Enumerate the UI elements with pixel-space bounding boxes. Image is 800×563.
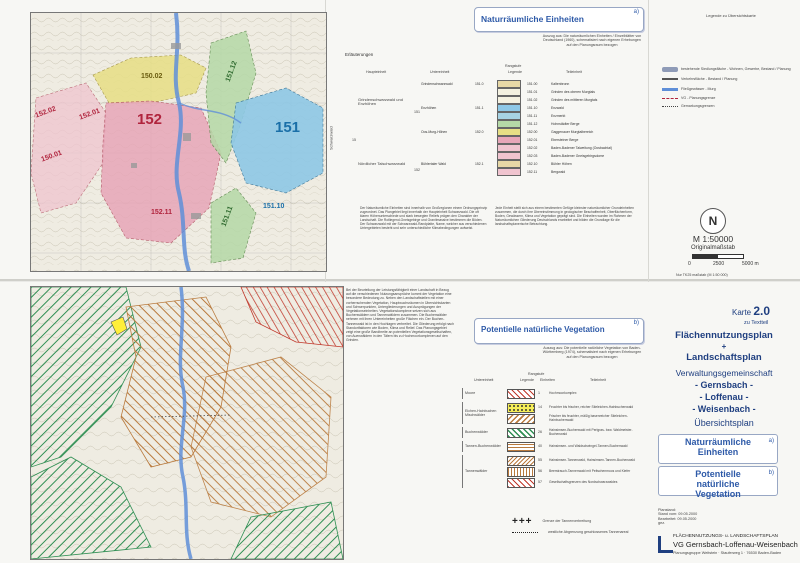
map-legend-item-boundary: [662, 94, 792, 102]
legend-a-row: [420, 128, 645, 136]
map-legend-item-label: VG - Planungsgrenze: [681, 95, 716, 100]
plan-stand-2: Stand vom: 09.05.2000: [658, 512, 698, 517]
legend-b-intro: Auszug aus: Die potentielle natürliche Vegetation von Baden-Württemberg (1974), schematisiert nach eigenen Erhebungen auf den Planungsraum bezogen: [542, 346, 642, 359]
legend-a-letter: a): [633, 9, 639, 15]
legend-swatch: [497, 104, 521, 112]
row-code: [474, 96, 496, 104]
legend-b-group: [462, 441, 648, 452]
row-unter: [420, 136, 474, 144]
row-text: Hohnstädter Berge: [551, 122, 580, 126]
legend-b-row-text: Feuchter bis frischer, reicher Stieleichen-Hainbuchenwald: [549, 404, 634, 409]
legend-swatch: [497, 168, 521, 176]
row-swatch-cell: [496, 120, 526, 128]
row-nr: 151.02: [527, 98, 538, 102]
legend-a-rows: [420, 80, 645, 176]
vegetation-map[interactable]: [30, 286, 344, 560]
legend-swatch: [497, 120, 521, 128]
row-nr: 152.02: [527, 146, 538, 150]
legend-b-group-name: Tannen-Buchenwälder: [465, 444, 501, 449]
row-text: Kaltenbronn: [551, 82, 570, 86]
col-b-rangstufe: Rangstufe: [528, 372, 545, 376]
row-text: Gaggenauer Murgtalbereich: [551, 130, 594, 134]
karte-label: Karte: [732, 308, 752, 317]
title-line-3: Landschaftsplan: [686, 352, 762, 363]
legend-b-row-text: Hainsimsen- und Waldschwingel-Tannen-Buchenwald: [549, 443, 628, 448]
row-nr: 151.01: [527, 90, 538, 94]
col-haupteinheit: Haupteinheit: [366, 70, 387, 74]
row-unter: Bühlertaler Wald: [421, 162, 446, 166]
row-swatch-cell: [496, 136, 526, 144]
col-b-teileinheit: Teileinheit: [590, 378, 606, 382]
row-unter: [420, 88, 474, 96]
row-swatch-cell: [496, 96, 526, 104]
legend-b-row-text: Hainsimsen-Tannenwald, Hainsimsen-Tannen-Buchenwald: [549, 457, 635, 462]
vegetation-swatch: [507, 478, 535, 488]
legend-swatch: [497, 80, 521, 88]
legend-b-group: [462, 427, 648, 438]
col-rangstufe: Rangstufe: [505, 64, 522, 68]
map-legend-right: [662, 64, 792, 110]
legend-b-row: [507, 466, 648, 477]
row-nr: 151.10: [527, 106, 538, 110]
legend-b-rows: [462, 388, 648, 491]
row-unter: [420, 168, 474, 176]
legend-b-symbol-1: [512, 516, 591, 527]
org-line-1: FLÄCHENNUTZUNGS- u. LANDSCHAFTSPLAN: [673, 534, 779, 539]
title-line-5: - Gernsbach -: [694, 380, 753, 390]
title-line-1: Flächennutzungsplan: [675, 330, 773, 341]
legend-b-group-name: Buchenwälder: [465, 430, 488, 435]
map-legend-item-settlement: [662, 64, 792, 74]
tanne-border-label: Grenze der Tannenverbreitung: [542, 519, 592, 524]
legend-b-row-nr: 14: [538, 405, 542, 410]
vegetation-swatch: [507, 414, 535, 424]
legend-a-explain-heading: Erläuterungen: [345, 52, 374, 57]
row-text: Bühler Höhen: [551, 162, 572, 166]
legend-swatch: [497, 144, 521, 152]
map-legend-item-traffic: [662, 74, 792, 84]
row-nr: 152.00: [527, 130, 538, 134]
title-box-a-letter: a): [768, 438, 774, 444]
legend-a-text-right: Jede Einheit stellt sich aus einem bestimmten Gefüge kleinster naturräumlicher Grundeinheiten zusammen, die durch ihre Übereinstimmung in geologischer Beschaffenheit, Oberflächenform, Boden, Gewässern, Klima und Vegetation geprägt sind. Die Einheiten wurden im Rahmen der Naturräumlichen Gliederung Deutschlands erarbeitet und bilden die Grundlage für die landschaftsplanerische Betrachtung.: [495, 206, 634, 226]
row-swatch-cell: [496, 144, 526, 152]
natural-units-map-svg: [31, 13, 326, 271]
legend-a-row: [420, 144, 645, 152]
legend-a-row: [420, 112, 645, 120]
scale-bar: [692, 254, 744, 259]
vegetation-swatch: [507, 467, 535, 477]
zone-label-151-11: 151.11: [220, 205, 235, 228]
legend-a-title-box: [474, 7, 644, 32]
org-logo: [658, 536, 673, 553]
legend-swatch: [497, 160, 521, 168]
legend-b-row-text: Hainsimsen-Buchenwald mit Perlgras- bzw. Waldmeister-Buchenwald: [549, 427, 633, 436]
scale-tick-2: 5000 m: [742, 261, 759, 267]
map-legend-item-label: Gemarkungsgrenzen: [681, 103, 715, 108]
tanne-border-glyph: +++: [512, 516, 533, 527]
title-line-8: Übersichtsplan: [694, 418, 754, 428]
group2-name: Nördlicher Talschwarzwald: [358, 161, 406, 166]
org-line-2: VG Gernsbach-Loffenau-Weisenbach: [673, 540, 798, 549]
col-b-unter: Untereinheit: [474, 378, 494, 382]
legend-b-row-nr: 56: [538, 469, 542, 474]
row-code: [474, 136, 496, 144]
legend-b-group-name: Eichen-Hainbuchen Mischwälder: [465, 408, 497, 417]
title-box-b: [658, 466, 778, 499]
legend-b-symbol-2: [512, 530, 628, 534]
row-nr: 151.11: [527, 114, 538, 118]
col-teileinheit: Teileinheit: [566, 70, 582, 74]
river-swatch: [662, 88, 678, 91]
legend-a-row: [420, 80, 645, 88]
row-text: Grinden des oberen Murgtals: [551, 90, 595, 94]
title-box-b-text: Potentielle natürliche Vegetation: [695, 469, 741, 499]
row-swatch-cell: [496, 80, 526, 88]
page-divider: [0, 279, 800, 281]
scale-label: Originalmaßstab: [690, 245, 735, 251]
legend-b-group-name: Tannenwälder: [465, 469, 488, 474]
zone-label-152-02: 152.02: [34, 105, 57, 120]
scale-note: Nur TK25 maßstab (M 1:50 000): [676, 273, 728, 277]
legend-b-row-text: Gesellschaftsgrenzen des Nordschwarzwaldes: [549, 479, 618, 484]
row-text: Baden-Badener Gneisgebirgsdome: [551, 154, 605, 158]
traffic-swatch: [662, 78, 678, 80]
legend-a-row: [420, 136, 645, 144]
group2-code: 152: [414, 168, 420, 172]
row-swatch-cell: [496, 152, 526, 160]
legend-a-intro: Auszug aus: Die naturräumlichen Einheiten / Einzelblätter von Deutschland (1960), schematisiert nach eigenen Erhebungen auf den Planungsraum bezogen: [542, 34, 642, 47]
legend-b-group: [462, 388, 648, 399]
legend-a-row: [420, 168, 645, 176]
gemarkung-swatch: [662, 106, 678, 107]
row-swatch-cell: [496, 112, 526, 120]
legend-b-group: [462, 455, 648, 488]
title-line-7: - Weisenbach -: [692, 404, 756, 414]
map-legend-item-label: Verkehrsfläche - Bestand / Planung: [681, 76, 738, 81]
legend-b-row-nr: 1: [538, 391, 540, 396]
legend-b-row-nr: 40: [538, 444, 542, 449]
col-b-legende: Legende: [520, 378, 534, 382]
legend-a-text-left: Der Naturräumliche Einheiten sind innerhalb von Großregionen einem Ordnungsprinzip zugeordnet. Das Plangebiet liegt innerhalb der Haupteinheit Schwarzwald. Die oft klaren Höhenunterschiede und stark bewegten Reliefs prägen den Charakter der Landschaft. Die Rotliegend-Gneisgebirge und Granitmassive bestimmen die Böden. Der Schwarzwald mit der Schwarzwald-Randplatte, Name, welcher aus verschiedenen Untergebieten besteht und sehr unterschiedliche Klimabedingungen aufweist.: [360, 206, 488, 230]
col-legende: Legende: [508, 70, 522, 74]
row-unter: [420, 120, 474, 128]
row-unter: Oos-Murg-Höhen: [421, 130, 448, 134]
legend-swatch: [497, 96, 521, 104]
vegetation-description: Bei der Beurteilung der Leistungsfähigkeit einer Landschaft in Bezug auf die verschiedenen Nutzungsansprüche kommt der Vegetation eine besondere Bedeutung zu. Neben den Landschaftsteilen mit einer vorherrschenden Vegetation, Hauptwuchsräumen in Übersichtskarten und Schwerpunkten, Untergliederungen und Ausprägungen der Vegetationseinheiten. Vegetationskomplexe setzen sich aus Buchenwäldern und Tannenwäldern zusammen. Die Buchenwälder nehmen mit ihren Untereinheiten große Flächen ein. Der Buchen-Tannenwald ist in den Hochlagen verbreitet. Die Gliederung erfolgt nach Standortfaktoren wie Boden, Klima und Relief. Das Planungsgebiet zeigt eine große Bandbreite an potentiellen Vegetationsgesellschaften, von Auenwäldern in den Tälern bis zu Hochmoorkomplexen auf den Grinden.: [346, 288, 454, 343]
vegetation-swatch: [507, 428, 535, 438]
map-legend-heading: Legende zu Übersichtskarte: [706, 13, 756, 18]
zone-label-151: 151: [275, 119, 301, 136]
vegetation-swatch: [507, 456, 535, 466]
row-unter: Grindenschwarzwald: [421, 82, 453, 86]
row-nr: 152.10: [527, 162, 538, 166]
row-code: 151.1: [475, 106, 484, 110]
zone-label-151-12: 151.12: [224, 60, 239, 83]
legend-swatch: [497, 136, 521, 144]
row-nr: 151.00: [527, 82, 538, 86]
legend-a-row: [420, 88, 645, 96]
map-legend-item-label: Fließgewässer - Murg: [681, 86, 716, 91]
legend-a-row: [420, 96, 645, 104]
title-line-6: - Loffenau -: [699, 392, 749, 402]
map-legend-item-gemarkung: [662, 102, 792, 110]
legend-b-group: [462, 402, 648, 424]
karte-number: [732, 304, 770, 318]
legend-b-row-text: Hochmoorkomplex: [549, 390, 577, 395]
tanne-area-label: westliche Abgrenzung geschlossenes Tannenareal: [548, 530, 629, 534]
legend-b-row-nr: 55: [538, 458, 542, 463]
legend-a-row: [420, 160, 645, 168]
group1-code: 151: [414, 110, 420, 114]
legend-a-table: [420, 80, 645, 176]
row-code: 151.0: [475, 82, 484, 86]
row-text: Enzwald: [551, 106, 564, 110]
legend-b-row-nr: 57: [538, 480, 542, 485]
legend-swatch: [497, 152, 521, 160]
legend-b-row: [507, 477, 648, 488]
legend-b-title-box: [474, 318, 644, 344]
row-nr: 152.11: [527, 170, 538, 174]
plan-stand-1: Planstand:: [658, 508, 676, 512]
settlement-swatch: [662, 67, 678, 72]
row-nr: 152.01: [527, 138, 538, 142]
row-unter: [420, 152, 474, 160]
row-swatch-cell: [496, 128, 526, 136]
row-unter: Enzhöhen: [421, 106, 437, 110]
row-code: [474, 168, 496, 176]
row-unter: [420, 112, 474, 120]
legend-a-row: [420, 104, 645, 112]
row-text: Baden-Badener Talweitung (Oosbachtal): [551, 146, 613, 150]
vegetation-swatch: [507, 389, 535, 399]
scale-ratio: M 1:50000: [692, 234, 734, 244]
tanne-area-line: [512, 532, 538, 533]
plan-stand-3: Bearbeitet: 09.05.2000: [658, 516, 697, 521]
north-arrow: [700, 208, 726, 234]
row-text: Bergwald: [551, 170, 566, 174]
title-box-b-letter: b): [768, 470, 774, 476]
region-code: 15: [352, 138, 356, 142]
vegetation-swatch: [507, 403, 535, 413]
legend-b-row: [507, 388, 648, 399]
row-text: Enzmerkt: [551, 114, 566, 118]
zone-label-150-01: 150.01: [40, 149, 63, 164]
row-swatch-cell: [496, 104, 526, 112]
zu-textteil: zu Textteil: [744, 320, 769, 326]
legend-b-row: [507, 441, 648, 452]
row-swatch-cell: [496, 88, 526, 96]
natural-units-map[interactable]: [30, 12, 327, 272]
north-letter: N: [708, 214, 718, 228]
vegetation-map-svg: [31, 287, 343, 559]
legend-b-letter: b): [633, 320, 639, 326]
legend-b-row: [507, 427, 648, 438]
title-line-4: Verwaltungsgemeinschaft: [675, 368, 773, 378]
title-line-2: +: [721, 342, 727, 351]
zone-label-152-11: 152.11: [151, 209, 173, 216]
legend-swatch: [497, 128, 521, 136]
scale-tick-1: 2500: [713, 261, 725, 267]
legend-b-row: [507, 455, 648, 466]
row-text: Grinden des mittleren Murgtals: [551, 98, 598, 102]
row-code: [474, 88, 496, 96]
legend-a-row: [420, 152, 645, 160]
row-swatch-cell: [496, 160, 526, 168]
map-legend-item-river: [662, 84, 792, 94]
legend-b-row-nr: 26: [538, 430, 542, 435]
legend-a-title: Naturräumliche Einheiten: [481, 14, 584, 24]
legend-b-row: [507, 413, 648, 424]
row-code: 152.1: [475, 162, 484, 166]
org-line-3: Planungsgruppe Weitstein · Stauferweg 1 · 76530 Baden-Baden: [673, 551, 782, 555]
legend-a-row: [420, 120, 645, 128]
plan-stand-4: gez.: [658, 521, 666, 526]
legend-b-row-text: Frischer bis feuchter, mäßig basenreicher Stieleichen-Hainbuchenwald: [549, 413, 628, 422]
row-nr: 151.12: [527, 122, 538, 126]
row-unter: [420, 144, 474, 152]
legend-b-title: Potentielle natürliche Vegetation: [481, 325, 605, 334]
col-untereinheit: Untereinheit: [430, 70, 450, 74]
scale-tick-0: 0: [688, 261, 691, 267]
row-code: [474, 144, 496, 152]
group1-name: Grindenschwarzwald und Enzhöhen: [358, 97, 403, 107]
row-nr: 152.03: [527, 154, 538, 158]
vegetation-swatch: [507, 442, 535, 452]
row-code: [474, 120, 496, 128]
col-b-einheiten: Einheiten: [540, 378, 555, 382]
title-box-a: [658, 434, 778, 464]
boundary-swatch: [662, 98, 678, 99]
legend-swatch: [497, 88, 521, 96]
zone-label-152-01: 152.01: [78, 107, 101, 122]
region-label: Schwarzwald: [328, 126, 334, 150]
row-code: 152.0: [475, 130, 484, 134]
legend-swatch: [497, 112, 521, 120]
row-text: Ebersteiner Berge: [551, 138, 579, 142]
zone-label-152: 152: [137, 111, 163, 128]
legend-b-group-name: Moore: [465, 391, 476, 396]
row-code: [474, 152, 496, 160]
row-code: [474, 112, 496, 120]
plan-stand: [658, 508, 788, 526]
zone-label-150-02: 150.02: [141, 73, 163, 80]
map-legend-item-label: bestehende Siedlungsfläche - Wohnen, Gewerbe, Bestand / Planung: [681, 66, 791, 71]
legend-b-row: [507, 402, 648, 413]
title-box-a-text: Naturräumliche Einheiten: [684, 437, 752, 457]
legend-b-row-text: Beerstrauch-Tannenwald mit Peitschenmoos und Kiefer: [549, 468, 631, 473]
karte-no: 2.0: [753, 304, 771, 318]
row-unter: [420, 96, 474, 104]
row-swatch-cell: [496, 168, 526, 176]
zone-label-151-10: 151.10: [263, 203, 285, 210]
